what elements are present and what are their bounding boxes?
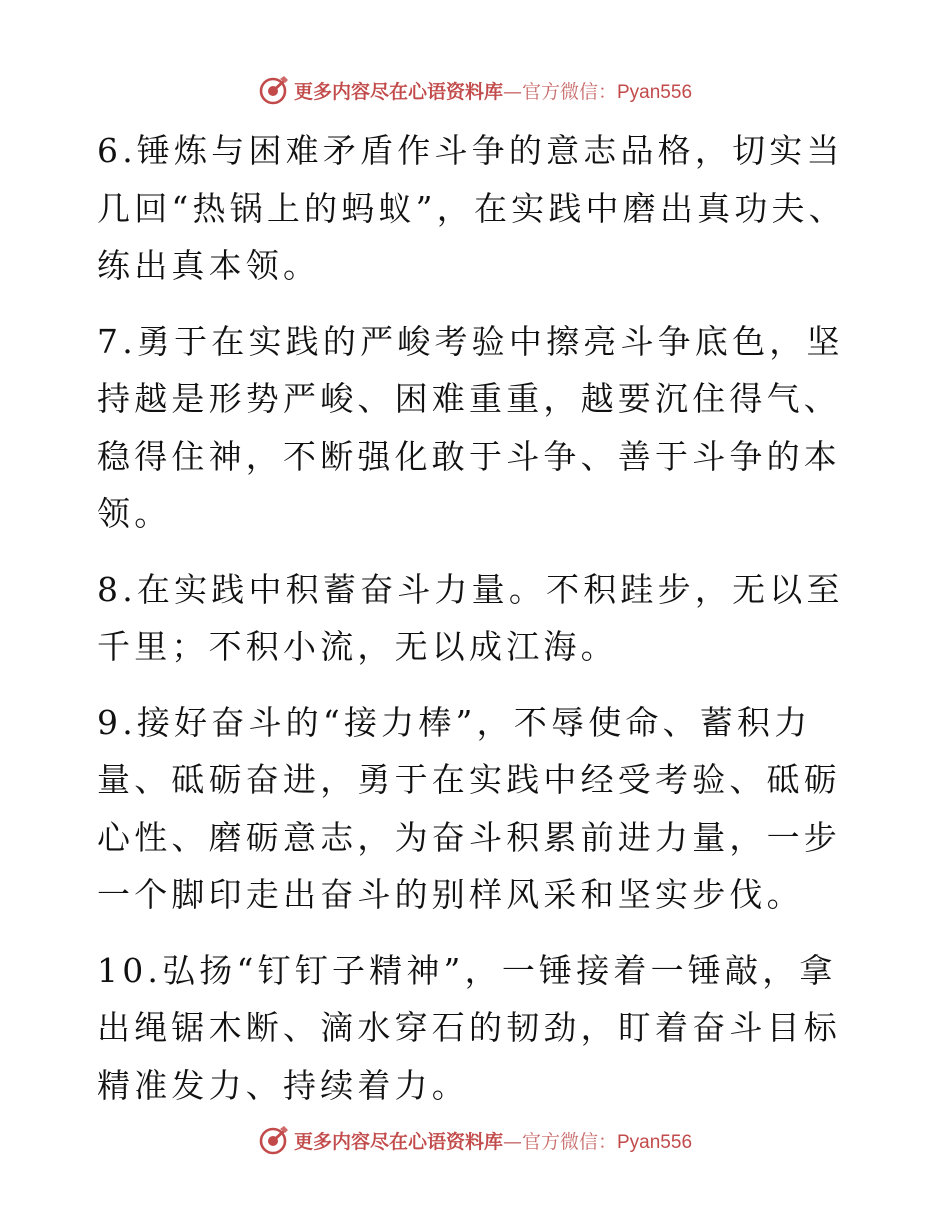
header-banner <box>0 70 950 110</box>
logo-icon <box>258 1124 290 1156</box>
paragraph-10: 10.弘扬“钉钉子精神”，一锤接着一锤敲，拿出绳锯木断、滴水穿石的韧劲，盯着奋斗目标精准发力、持续着力。 <box>97 950 841 1105</box>
footer-banner-text <box>294 1127 692 1154</box>
paragraph-9: 9.接好奋斗的“接力棒”，不辱使命、蓄积力量、砥砺奋进，勇于在实践中经受考验、砥砺心性、磨砺意志，为奋斗积累前进力量，一步一个脚印走出奋斗的别样风采和坚实步伐。 <box>97 702 841 914</box>
paragraph-7: 7.勇于在实践的严峻考验中擦亮斗争底色，坚持越是形势严峻、困难重重，越要沉住得气、稳得住神，不断强化敢于斗争、善于斗争的本领。 <box>97 321 844 533</box>
paragraph-8: 8.在实践中积蓄奋斗力量。不积跬步，无以至千里；不积小流，无以成江海。 <box>97 569 844 666</box>
footer-banner <box>0 1120 950 1160</box>
footer-banner-title: 更多内容尽在心语资料库 <box>293 1130 503 1153</box>
logo-icon <box>258 74 290 106</box>
header-banner-text <box>294 77 692 104</box>
document-body <box>97 122 857 1132</box>
header-banner-wechat-label: —官方微信： <box>502 80 617 103</box>
paragraph-6: 6.锤炼与困难矛盾作斗争的意志品格，切实当几回“热锅上的蚂蚁”，在实践中磨出真功夫、练出真本领。 <box>97 131 846 285</box>
footer-banner-wechat-id: Pyan556 <box>617 1131 693 1153</box>
header-banner-wechat-id: Pyan556 <box>617 81 693 103</box>
header-banner-title: 更多内容尽在心语资料库 <box>293 80 503 103</box>
footer-banner-wechat-label: —官方微信： <box>502 1130 617 1153</box>
